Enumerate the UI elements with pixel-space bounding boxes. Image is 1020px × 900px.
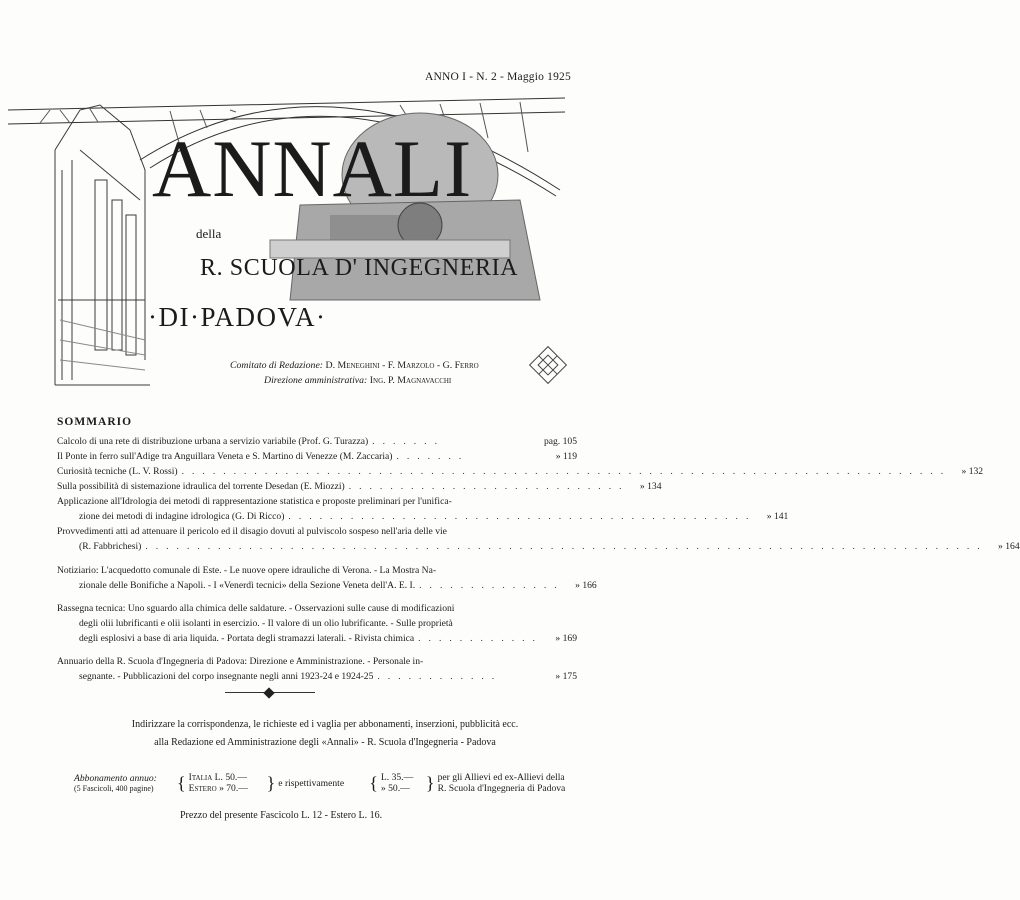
toc-rassegna xyxy=(57,601,577,646)
per-scuola: R. Scuola d'Ingegneria di Padova xyxy=(437,783,566,794)
emblem-drawing xyxy=(530,347,567,384)
toc-row: Sulla possibilità di sistemazione idraulica del torrente Desedan (E. Miozzi) ........................... » 134 xyxy=(57,481,662,492)
building-drawing xyxy=(55,105,150,385)
toc-main xyxy=(57,434,1020,554)
price-estero: Estero » 70.— xyxy=(188,783,248,794)
direzione-line xyxy=(264,375,451,386)
rate-2: » 50.— xyxy=(380,783,410,794)
price-italia: Italia L. 50.— xyxy=(188,772,247,783)
toc-row: degli esplosivi a base di aria liquida. - Portata degli stramazzi laterali. - Rivista chimica ............ » 169 xyxy=(79,633,577,644)
city-name: ·DI·PADOVA· xyxy=(148,302,327,332)
toc-row: (R. Fabbrichesi) ................................................................................. » 164 xyxy=(79,541,1020,552)
toc-row: Applicazione all'Idrologia dei metodi di rappresentazione statistica e proposte preliminari per l'unifica- xyxy=(57,496,452,507)
comitato-label: Comitato di Redazione: xyxy=(230,360,324,371)
della-word: della xyxy=(196,226,222,241)
toc-row: Annuario della R. Scuola d'Ingegneria di Padova: Direzione e Amministrazione. - Personale in- xyxy=(57,656,424,667)
direzione-names: Ing. P. Magnavacchi xyxy=(369,375,452,386)
toc-row: zione dei metodi di indagine idrologica (G. Di Ricco) ............................................. » 141 xyxy=(79,511,789,522)
toc-row: Il Ponte in ferro sull'Adige tra Anguillara Veneta e S. Martino di Venezze (M. Zaccaria) ....... » 119 xyxy=(57,451,577,462)
correspondence-note-line1: Indirizzare la corrispondenza, le richieste ed i vaglia per abbonamenti, inserzioni, pubblicità ecc. xyxy=(131,719,519,730)
abbonamento-sub: (5 Fascicoli, 400 pagine) xyxy=(74,784,154,793)
toc-row: Calcolo di una rete di distribuzione urbana a servizio variabile (Prof. G. Turazza) ....... pag. 105 xyxy=(57,436,577,447)
sommario-heading: SOMMARIO xyxy=(57,416,133,428)
toc-notiziario xyxy=(57,563,597,593)
toc-row: Provvedimenti atti ad attenuare il pericolo ed il disagio dovuti al pulviscolo sospeso nell'aria delle vie xyxy=(57,526,447,537)
rispettivamente: e rispettivamente xyxy=(278,777,345,789)
toc-row: Curiosità tecniche (L. V. Rossi) .......................................................................... » 132 xyxy=(57,466,984,477)
toc-row: Notiziario: L'acquedotto comunale di Este. - Le nuove opere idrauliche di Verona. - La Mostra Na- xyxy=(57,565,437,576)
toc-annuario xyxy=(57,654,577,684)
per-allievi: per gli Allievi ed ex-Allievi della xyxy=(437,772,565,783)
rate-1: L. 35.— xyxy=(380,772,414,783)
journal-title: ANNALI xyxy=(152,123,473,214)
toc-row: degli olii lubrificanti e olii isolanti in esercizio. - Il valore di un olio lubrificante. - Sulle proprietà xyxy=(79,618,453,629)
toc-row: segnante. - Pubblicazioni del corpo insegnante negli anni 1923-24 e 1924-25 ............ » 175 xyxy=(79,671,577,682)
comitato-line xyxy=(230,360,479,371)
toc-row: Rassegna tecnica: Uno sguardo alla chimica delle saldature. - Osservazioni sulle cause di modificazioni xyxy=(57,603,455,614)
toc-row: zionale delle Bonifiche a Napoli. - I «Venerdì tecnici» della Sezione Veneta dell'A. E. I. .............. » 166 xyxy=(79,580,597,591)
abbonamento-label: Abbonamento annuo: xyxy=(74,773,157,784)
comitato-names: D. Meneghini - F. Marzolo - G. Ferro xyxy=(325,360,479,371)
separator-ornament xyxy=(263,687,274,698)
correspondence-note-line2: alla Redazione ed Amministrazione degli «Annali» - R. Scuola d'Ingegneria - Padova xyxy=(154,737,496,748)
school-name: R. SCUOLA D' INGEGNERIA xyxy=(200,255,519,281)
issue-line: ANNO I - N. 2 - Maggio 1925 xyxy=(425,71,571,83)
direzione-label: Direzione amministrativa: xyxy=(264,375,368,386)
fascicolo-price: Prezzo del presente Fascicolo L. 12 - Estero L. 16. xyxy=(180,810,383,821)
subscription-block: Abbonamento annuo: (5 Fascicoli, 400 pagine) { Italia L. 50.— Estero » 70.— } e rispettivamente { L. 35.— » 50.— } per gli Allievi ed ex-Allievi della R. Scuola d'Ingegneria di Padova xyxy=(74,772,566,794)
